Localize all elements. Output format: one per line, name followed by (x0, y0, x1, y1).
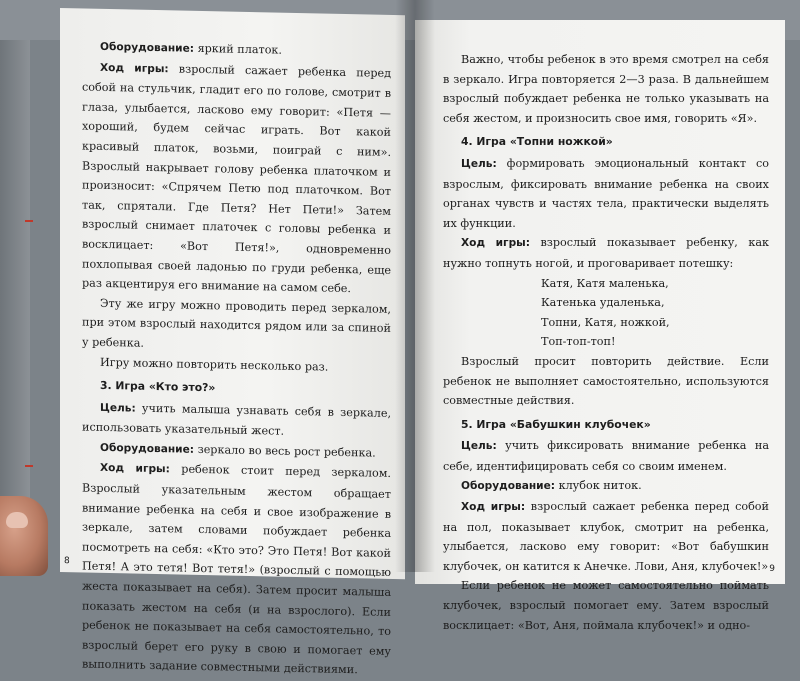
paragraph: Взрослый просит повторить действие. Если ребенок не выполняет самостоятельно, используются совместные действия. (443, 354, 769, 408)
section-heading: 3. Игра «Кто это?» (100, 378, 216, 395)
thumb (0, 496, 48, 576)
verse-line: Катенька удаленька, (541, 296, 665, 310)
paragraph: Оборудование: зеркало во весь рост ребенка. (100, 441, 376, 460)
paragraph: Ход игры: взрослый показывает ребенку, как нужно топнуть ногой, и проговаривает потешку: (443, 236, 769, 270)
verse-line: Топни, Катя, ножкой, (541, 315, 670, 329)
paragraph: Важно, чтобы ребенок в это время смотрел на себя в зеркало. Игра повторяется 2—3 раза. В дальнейшем взрослый побуждает ребенка не только указывать на себя жестом, и произносить свое имя, говорить «Я». (443, 53, 769, 125)
left-page-text (82, 36, 391, 680)
section-heading: 5. Игра «Бабушкин клубочек» (461, 417, 651, 431)
red-edge-mark (25, 220, 33, 222)
page-number: 9 (769, 564, 775, 574)
paragraph: Ход игры: ребенок стоит перед зеркалом. Взрослый указательным жестом обращает внимание ребенка на себя и свое изображение в зеркале, затем словами побуждает ребенка посмотреть на себя: «Кто это? Это Петя! Вот какой Петя! А это тетя! Вот тетя!» (взрослый с помощью жеста показывает на себя). Затем просит малыша показать жестом на себя (и на взрослого). Если ребенок не показывает на себя самостоятельно, то взрослый берет его руку в свою и помогает ему выполнить задание совместными действиями. (82, 462, 391, 677)
page-number: 8 (64, 556, 70, 567)
right-page-text (443, 50, 769, 635)
left-page (60, 8, 405, 677)
paragraph: Оборудование: яркий платок. (100, 40, 282, 57)
paragraph: Ход игры: взрослый сажает ребенка перед собой на пол, показывает клубок, смотрит на ребенка, улыбается, ласково ему говорит: «Вот бабушкин клубочек, он катится к Анечке. Лови, Аня, клубочек!» (443, 500, 769, 573)
paragraph: Ход игры: взрослый сажает ребенка перед собой на стульчик, гладит его по голове, смотрит в глаза, улыбается, ласково ему говорит: «Петя — хороший, будем сейчас играть. Вот какой красивый платок, возьми, поиграй с ним». Взрослый накрывает голову ребенка платочком и произносит: «Спрячем Петю под платочком. Вот так, спрятали. Где Петя? Нет Пети!» Затем взрослый снимает платочек с головы ребенка и восклицает: «Вот Петя!», одновременно похлопывая своей ладонью по груди ребенка, еще раз акцентируя его внимание на самом себе. (82, 61, 391, 296)
paragraph: Оборудование: клубок ниток. (461, 479, 642, 493)
paragraph: Цель: учить фиксировать внимание ребенка на себе, идентифицировать себя со своим именем. (443, 439, 769, 473)
red-edge-mark (25, 465, 33, 467)
book-left-edge (0, 40, 30, 572)
verse-line: Катя, Катя маленька, (541, 276, 669, 290)
verse-line: Топ-топ-топ! (541, 335, 616, 349)
paragraph: Цель: учить малыша узнавать себя в зеркале, использовать указательный жест. (82, 401, 391, 438)
right-page (415, 20, 785, 632)
paragraph: Цель: формировать эмоциональный контакт со взрослым, фиксировать внимание ребенка на своих органах чувств и частях тела, практически выделять их функции. (443, 156, 769, 230)
paragraph: Если ребенок не может самостоятельно поймать клубочек, взрослый помогает ему. Затем взрослый восклицает: «Вот, Аня, поймала клубочек!» и одно- (443, 579, 769, 632)
thumbnail (6, 512, 28, 528)
paragraph: Эту же игру можно проводить перед зеркалом, при этом взрослый находится рядом или за спиной у ребенка. (82, 296, 391, 350)
section-heading: 4. Игра «Топни ножкой» (461, 135, 613, 149)
paragraph: Игру можно повторить несколько раз. (100, 355, 329, 374)
